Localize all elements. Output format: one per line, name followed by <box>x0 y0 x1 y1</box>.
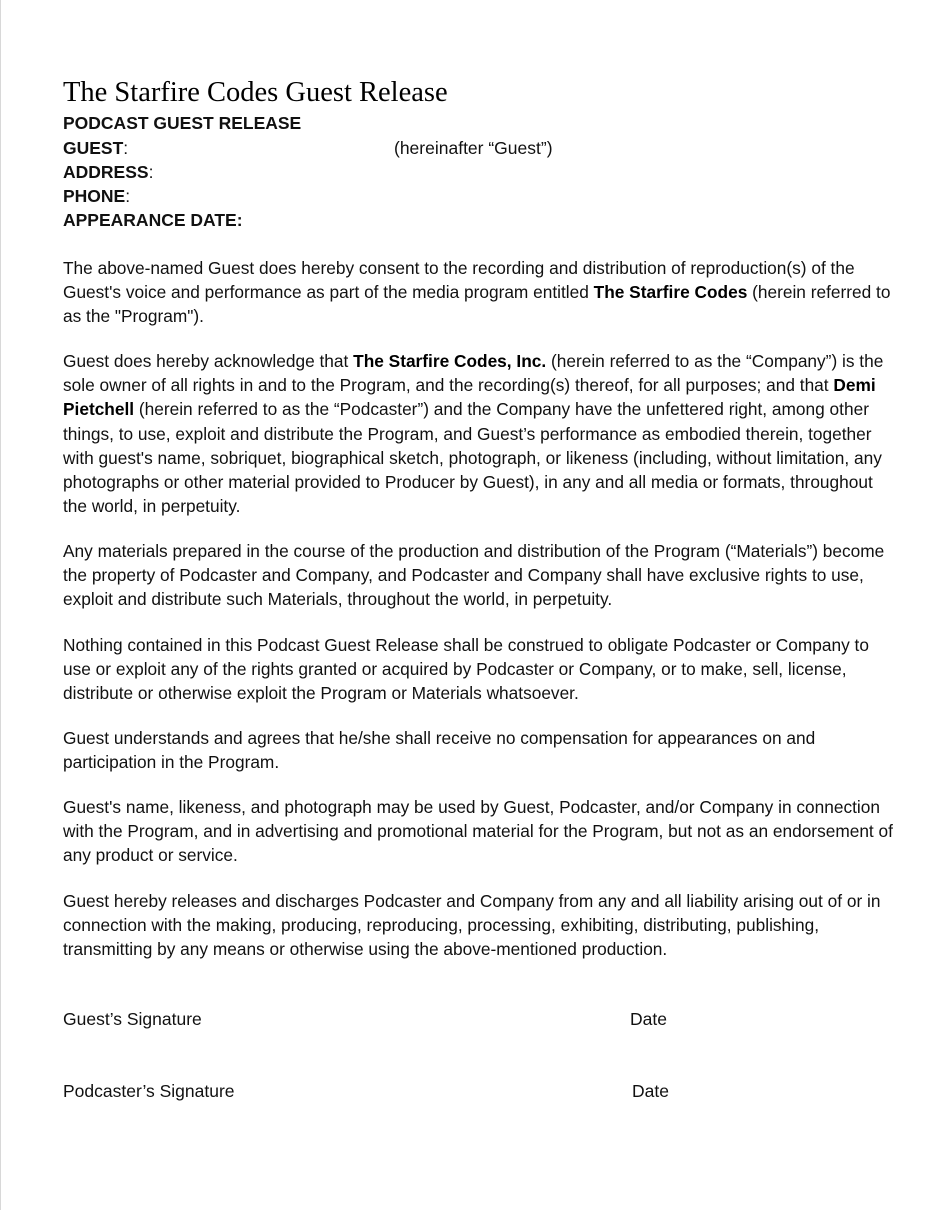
guest-date-label: Date <box>630 1009 667 1029</box>
appearance-date-label: APPEARANCE DATE: <box>63 210 243 230</box>
phone-label: PHONE <box>63 186 126 206</box>
company-name: The Starfire Codes, Inc. <box>353 351 547 371</box>
podcaster-name: Demi Pietchell <box>63 375 876 420</box>
paragraph-ownership: Guest does hereby acknowledge that The Starfire Codes, Inc. (herein referred to as the “Company”) is the sole owner of all rights in and to the Program, and the recording(s) thereof, for all purposes; and that Demi Pietchell (herein referred to as the “Podcaster”) and the Company have the unfettered right, among other things, to use, exploit and distribute the Program, and Guest’s performance as embodied therein, together with guest's name, sobriquet, biographical sketch, photograph, or likeness (including, without limitation, any photographs or other material provided to Producer by Guest), in any and all media or formats, throughout the world, in perpetuity. <box>63 351 884 517</box>
program-name: The Starfire Codes <box>593 282 748 303</box>
paragraph-compensation: Guest understands and agrees that he/she shall receive no compensation for appearances on and participation in the Program. <box>63 728 816 773</box>
guest-colon: : <box>123 138 129 158</box>
paragraph-materials: Any materials prepared in the course of the production and distribution of the Program (“Materials”) become the property of Podcaster and Company, and Podcaster and Company shall have exclusive rights to use, exploit and distribute such Materials, throughout the world, in perpetuity. <box>63 541 885 610</box>
guest-signature-label: Guest’s Signature <box>63 1009 202 1029</box>
guest-hint: (hereinafter “Guest”) <box>394 138 553 158</box>
phone-colon: : <box>125 186 131 206</box>
guest-field <box>63 137 623 159</box>
appearance-date-field <box>63 209 623 231</box>
address-label: ADDRESS <box>63 162 149 182</box>
address-colon: : <box>148 162 154 182</box>
address-field <box>63 161 623 183</box>
document-subtitle: PODCAST GUEST RELEASE <box>63 113 302 133</box>
podcaster-date-label: Date <box>632 1081 669 1101</box>
paragraph-consent: The above-named Guest does hereby consent to the recording and distribution of reproduction(s) of the Guest's voice and performance as part of the media program entitled The Starfire Codes (herein referred to as the "Program"). <box>63 258 891 327</box>
guest-label: GUEST <box>63 138 124 158</box>
paragraph-likeness: Guest's name, likeness, and photograph may be used by Guest, Podcaster, and/or Company in connection with the Program, and in advertising and promotional material for the Program, but not as an endorsement of any product or service. <box>63 797 893 866</box>
podcaster-signature-label: Podcaster’s Signature <box>63 1081 235 1101</box>
paragraph-no-obligation: Nothing contained in this Podcast Guest Release shall be construed to obligate Podcaster or Company to use or exploit any of the rights granted or acquired by Podcaster or Company, or to make, sell, license, distribute or otherwise exploit the Program or Materials whatsoever. <box>63 635 869 704</box>
document-title: The Starfire Codes Guest Release <box>63 77 448 108</box>
phone-field <box>63 185 623 207</box>
paragraph-release: Guest hereby releases and discharges Podcaster and Company from any and all liability arising out of or in connection with the making, producing, reproducing, processing, exhibiting, distributing, publishing, transmitting by any means or otherwise using the above-mentioned production. <box>63 891 881 960</box>
